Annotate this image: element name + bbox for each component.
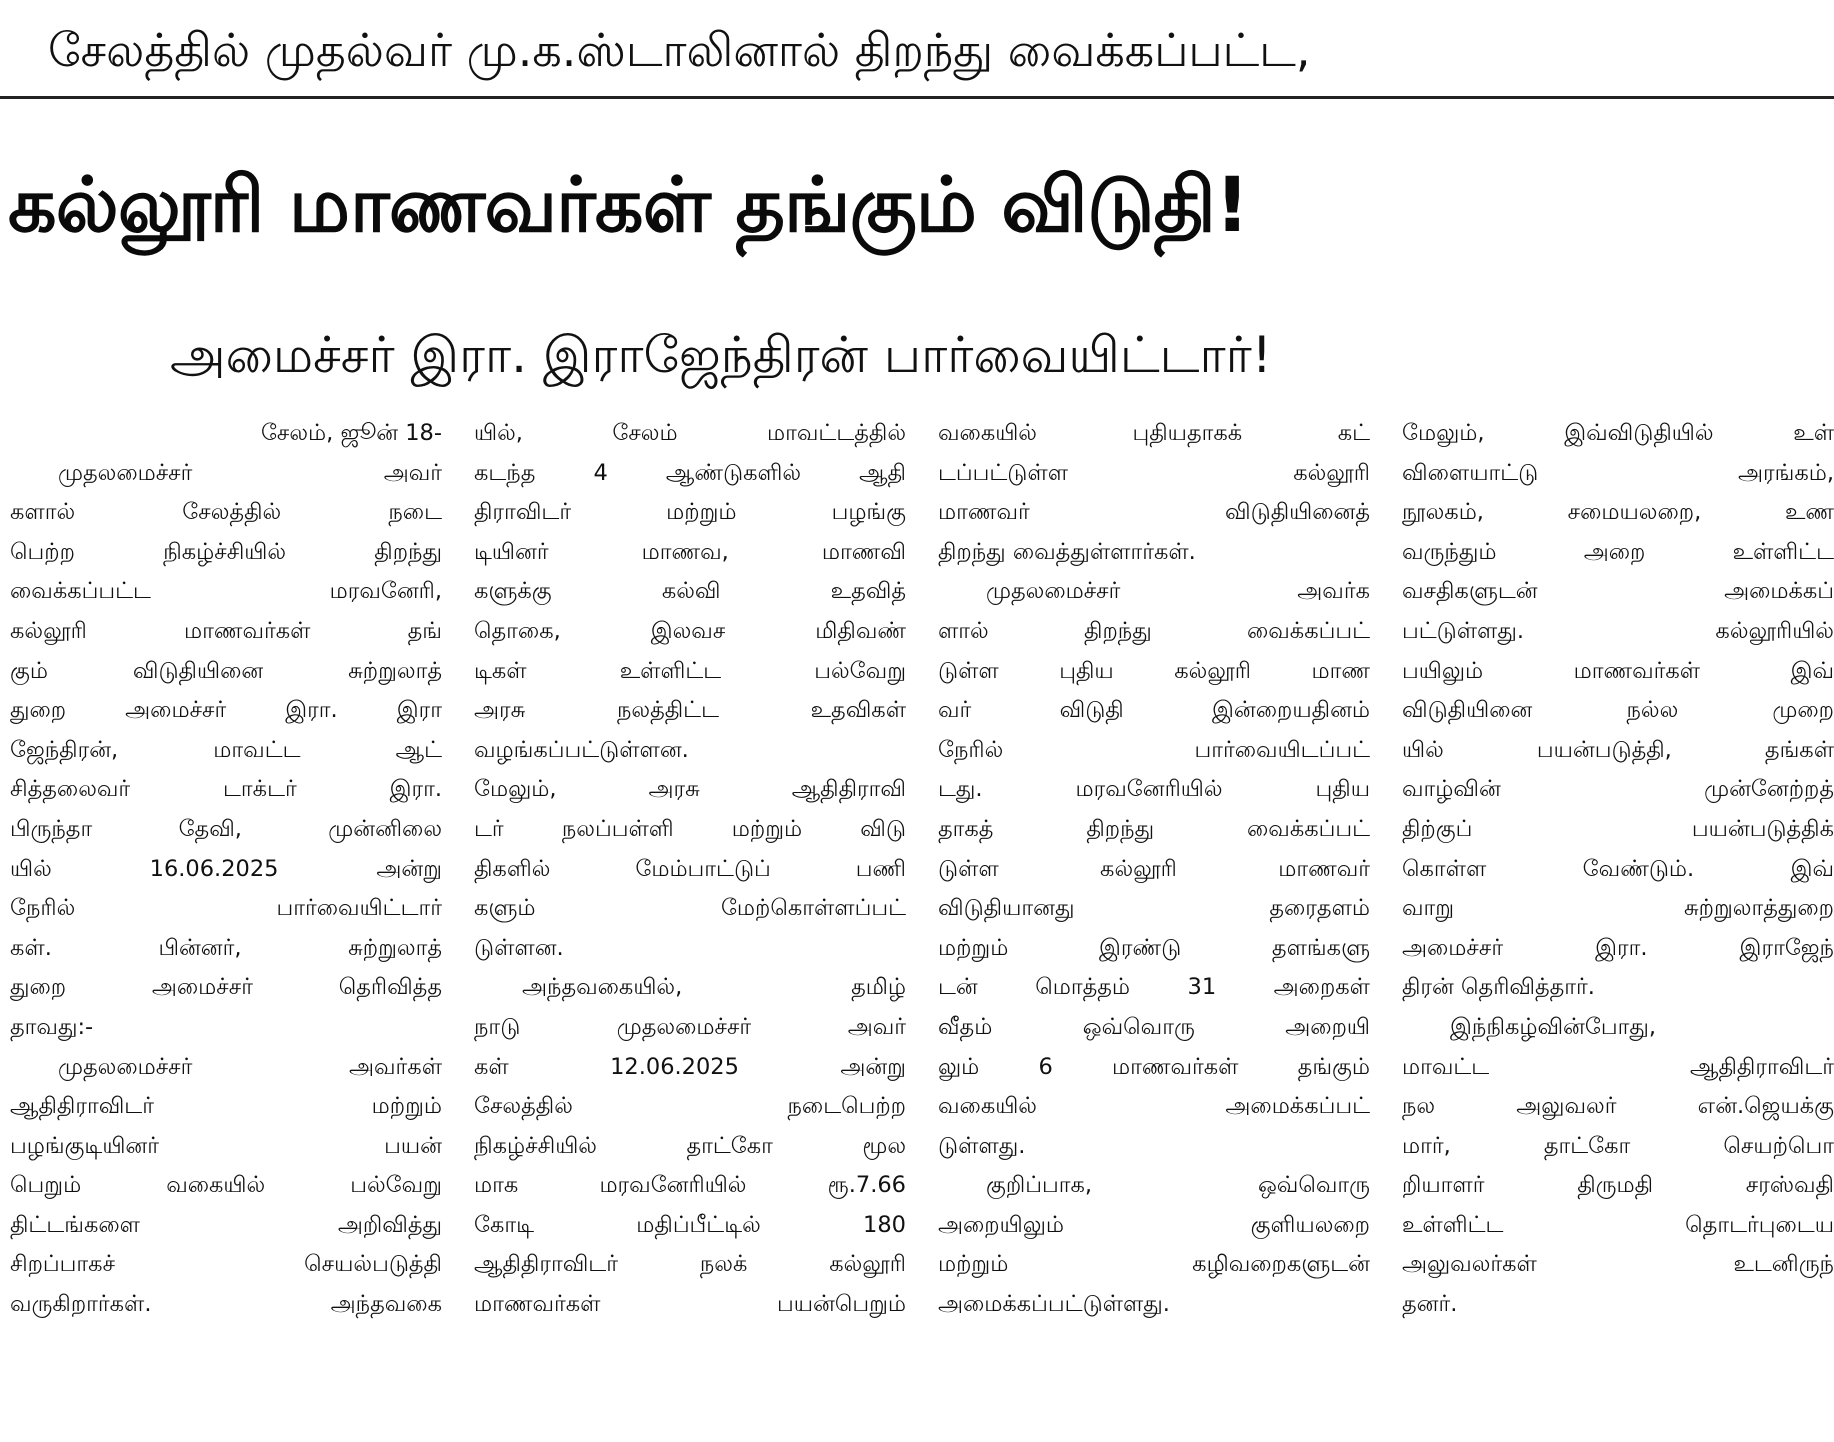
column-line: விடுதியானது தரைதளம் [938, 895, 1370, 922]
divider-rule [0, 96, 1834, 99]
column-line: றியாளர் திருமதி சரஸ்வதி [1402, 1172, 1834, 1199]
column-line: பழங்குடியினர் பயன் [10, 1132, 442, 1159]
column-line: சிறப்பாகச் செயல்படுத்தி [10, 1251, 442, 1278]
column-line: முதலமைச்சர் அவர்கள் [58, 1053, 442, 1080]
column-line: பட்டுள்ளது. கல்லூரியில் [1402, 617, 1834, 644]
column-line: டப்பட்டுள்ள கல்லூரி [938, 459, 1370, 486]
column-line: நல அலுவலர் என்.ஜெயக்கு [1402, 1093, 1834, 1120]
article-column-4 [1402, 414, 1834, 1325]
column-line: கள் 12.06.2025 அன்று [474, 1053, 906, 1080]
column-line: கல்லூரி மாணவர்கள் தங் [10, 617, 442, 644]
column-line: தனர். [1402, 1291, 1458, 1318]
column-line: யில் 16.06.2025 அன்று [10, 855, 442, 882]
column-line: வழங்கப்பட்டுள்ளன. [474, 736, 689, 763]
column-line: அமைக்கப்பட்டுள்ளது. [938, 1291, 1170, 1318]
column-line: மாக மரவனேரியில் ரூ.7.66 [474, 1172, 906, 1199]
column-line: டன் மொத்தம் 31 அறைகள் [938, 974, 1370, 1001]
column-line: லும் 6 மாணவர்கள் தங்கும் [938, 1053, 1370, 1080]
column-line: வசதிகளுடன் அமைக்கப் [1402, 578, 1834, 605]
column-line: டுள்ள கல்லூரி மாணவர் [938, 855, 1370, 882]
column-line: முதலமைச்சர் அவர்க [986, 578, 1370, 605]
column-line: நேரில் பார்வையிடப்பட் [938, 736, 1370, 763]
column-line: விளையாட்டு அரங்கம், [1402, 459, 1834, 486]
column-line: பெறும் வகையில் பல்வேறு [10, 1172, 442, 1199]
column-line: டிகள் உள்ளிட்ட பல்வேறு [474, 657, 906, 684]
column-line: வருகிறார்கள். அந்தவகை [10, 1291, 442, 1318]
column-line: தாகத் திறந்து வைக்கப்பட் [938, 815, 1370, 842]
column-line: டர் நலப்பள்ளி மற்றும் விடு [474, 815, 906, 842]
column-line: கள். பின்னர், சுற்றுலாத் [10, 934, 442, 961]
column-line: வருந்தும் அறை உள்ளிட்ட [1402, 538, 1834, 565]
column-line: துறை அமைச்சர் தெரிவித்த [10, 974, 442, 1001]
column-line: ஜேந்திரன், மாவட்ட ஆட் [10, 736, 442, 763]
column-line: மற்றும் இரண்டு தளங்களு [938, 934, 1370, 961]
column-line: மாணவர்கள் பயன்பெறும் [474, 1291, 906, 1318]
column-line: வகையில் புதியதாகக் கட் [938, 420, 1370, 446]
column-line: திட்டங்களை அறிவித்து [10, 1211, 442, 1238]
column-line: திற்குப் பயன்படுத்திக் [1402, 815, 1834, 842]
column-line: நூலகம், சமையலறை, உண [1402, 499, 1834, 526]
column-line: அரசு நலத்திட்ட உதவிகள் [474, 697, 906, 724]
column-line: முதலமைச்சர் அவர் [58, 459, 442, 486]
column-line: திராவிடர் மற்றும் பழங்கு [474, 499, 906, 526]
column-line: வர் விடுதி இன்றையதினம் [938, 697, 1370, 724]
column-line: வாழ்வின் முன்னேற்றத் [1402, 776, 1834, 803]
column-line: பயிலும் மாணவர்கள் இவ் [1402, 657, 1834, 684]
column-line: யில் பயன்படுத்தி, தங்கள் [1402, 736, 1834, 763]
column-line: திரன் தெரிவித்தார். [1402, 974, 1595, 1001]
kicker-line: சேலத்தில் முதல்வர் மு.க.ஸ்டாலினால் திறந்து வைக்கப்பட்ட, [48, 23, 1311, 77]
column-line: நிகழ்ச்சியில் தாட்கோ மூல [474, 1132, 906, 1159]
column-line: களும் மேற்கொள்ளப்பட் [474, 895, 906, 922]
column-line: வகையில் அமைக்கப்பட் [938, 1093, 1370, 1120]
column-line: மற்றும் கழிவறைகளுடன் [938, 1251, 1370, 1278]
column-line: தொகை, இலவச மிதிவண் [474, 617, 906, 644]
dateline: சேலம், ஜூன் 18- [260, 420, 442, 446]
column-line: சித்தலைவர் டாக்டர் இரா. [10, 776, 442, 803]
column-line: டுள்ளன. [474, 934, 564, 961]
article-column-1 [10, 414, 442, 1325]
column-line: அலுவலர்கள் உடனிருந் [1402, 1251, 1834, 1278]
column-line: அமைச்சர் இரா. இராஜேந் [1402, 934, 1834, 961]
column-line: ளால் திறந்து வைக்கப்பட் [938, 617, 1370, 644]
column-line: கொள்ள வேண்டும். இவ் [1402, 855, 1834, 882]
column-line: நேரில் பார்வையிட்டார் [10, 895, 442, 922]
column-line: பெற்ற நிகழ்ச்சியில் திறந்து [10, 538, 442, 565]
column-line: அந்தவகையில், தமிழ் [522, 974, 906, 1001]
column-line: இந்நிகழ்வின்போது, [1450, 1013, 1657, 1040]
column-line: மார், தாட்கோ செயற்பொ [1402, 1132, 1834, 1159]
column-line: டுள்ள புதிய கல்லூரி மாண [938, 657, 1370, 684]
column-line: களால் சேலத்தில் நடை [10, 499, 442, 526]
column-line: கும் விடுதியினை சுற்றுலாத் [10, 657, 442, 684]
column-line: வாறு சுற்றுலாத்துறை [1402, 895, 1834, 922]
column-line: விடுதியினை நல்ல முறை [1402, 697, 1834, 724]
column-line: டுள்ளது. [938, 1132, 1026, 1159]
column-line: தாவது:- [10, 1013, 94, 1040]
column-line: மாணவர் விடுதியினைத் [938, 499, 1370, 526]
column-line: திறந்து வைத்துள்ளார்கள். [938, 538, 1196, 565]
column-line: மாவட்ட ஆதிதிராவிடர் [1402, 1053, 1834, 1080]
article-column-3 [938, 414, 1370, 1325]
column-line: நாடு முதலமைச்சர் அவர் [474, 1013, 906, 1040]
column-line: குறிப்பாக, ஒவ்வொரு [986, 1172, 1370, 1199]
column-line: உள்ளிட்ட தொடர்புடைய [1402, 1211, 1834, 1238]
column-line: யில், சேலம் மாவட்டத்தில் [474, 420, 906, 446]
column-line: திகளில் மேம்பாட்டுப் பணி [474, 855, 906, 882]
column-line: பிருந்தா தேவி, முன்னிலை [10, 815, 442, 842]
column-line: ஆதிதிராவிடர் மற்றும் [10, 1093, 442, 1120]
subheadline: அமைச்சர் இரா. இராஜேந்திரன் பார்வையிட்டார்! [170, 326, 1272, 384]
column-line: துறை அமைச்சர் இரா. இரா [10, 697, 442, 724]
column-line: கடந்த 4 ஆண்டுகளில் ஆதி [474, 459, 906, 486]
column-line: மேலும், அரசு ஆதிதிராவி [474, 776, 906, 803]
column-line: வைக்கப்பட்ட மரவனேரி, [10, 578, 442, 605]
column-line: கோடி மதிப்பீட்டில் 180 [474, 1211, 906, 1238]
column-line: மேலும், இவ்விடுதியில் உள் [1402, 420, 1834, 446]
column-line: களுக்கு கல்வி உதவித் [474, 578, 906, 605]
column-line: சேலத்தில் நடைபெற்ற [474, 1093, 906, 1120]
column-line: ஆதிதிராவிடர் நலக் கல்லூரி [474, 1251, 906, 1278]
headline: கல்லூரி மாணவர்கள் தங்கும் விடுதி! [8, 160, 1249, 249]
column-line: அறையிலும் குளியலறை [938, 1211, 1370, 1238]
column-line: வீதம் ஒவ்வொரு அறையி [938, 1013, 1370, 1040]
column-line: டது. மரவனேரியில் புதிய [938, 776, 1370, 803]
column-line: டியினர் மாணவ, மாணவி [474, 538, 906, 565]
article-column-2 [474, 414, 906, 1325]
